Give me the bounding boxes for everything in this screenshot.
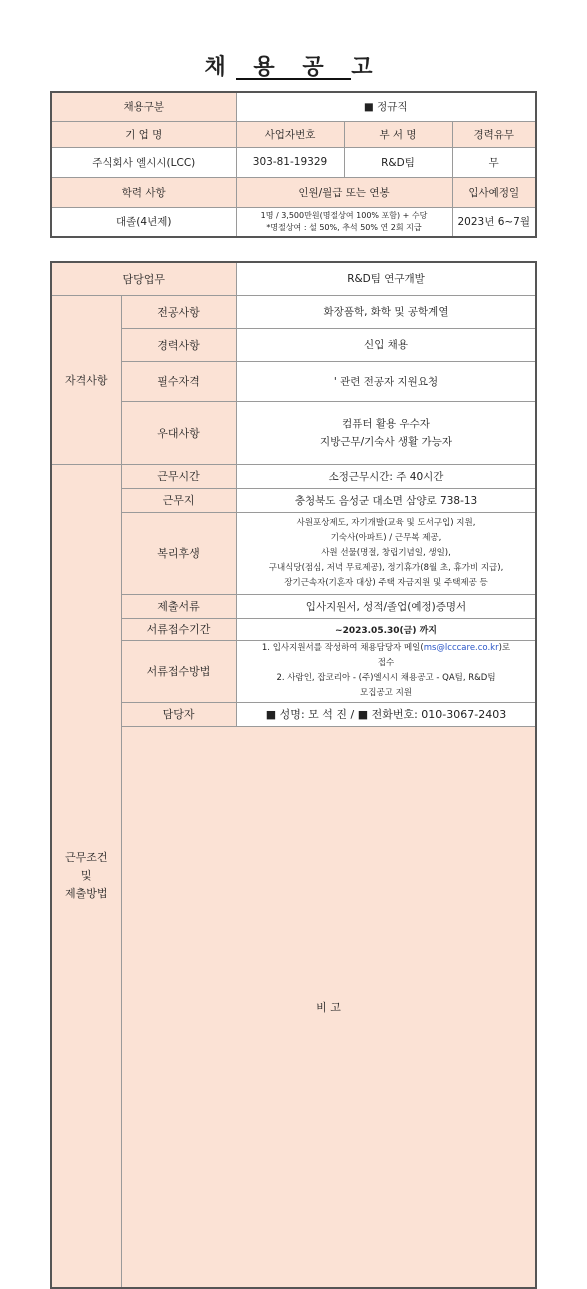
method-line-1-end: )로 <box>498 643 511 653</box>
welfare-line-1: 사원포상제도, 자기개발(교육 및 도서구입) 지원, <box>296 517 476 528</box>
hours-value: 소정근무시간: 주 40시간 <box>236 464 536 488</box>
major-label: 전공사항 <box>121 295 236 328</box>
page-title: 채 용 공 고 <box>204 55 383 80</box>
type-value: ■ 정규직 <box>236 92 536 121</box>
type-label: 채용구분 <box>51 92 236 121</box>
preferred-line-2: 지방근무/기숙사 생활 가능자 <box>320 435 452 448</box>
hours-label: 근무시간 <box>121 464 236 488</box>
title-underline <box>236 78 351 80</box>
conditions-label-1: 근무조건 <box>64 850 108 864</box>
dept-name: R&D팀 <box>344 147 452 177</box>
method-line-3: 2. 사람인, 잡코리아 - (주)엘시시 채용공고 - QA팀, R&D팀 <box>276 673 496 683</box>
welfare-line-5: 장기근속자(기혼자 대상) 주택 자금지원 및 주택제공 등 <box>284 577 488 588</box>
salary-line-1: 1명 / 3,500만원(명절상여 100% 포함) + 수당 <box>260 210 428 220</box>
welfare-line-3: 사원 선물(명절, 창립기념일, 생일), <box>321 547 451 558</box>
method-value <box>236 640 536 702</box>
documents-value: 입사지원서, 성적/졸업(예정)증명서 <box>236 594 536 618</box>
career-value: 무 <box>452 147 536 177</box>
header-education: 학력 사항 <box>51 177 236 207</box>
duty-value: R&D팀 연구개발 <box>236 262 536 295</box>
company-name: 주식회사 엘시시(LCC) <box>51 147 236 177</box>
header-company: 기 업 명 <box>51 121 236 147</box>
biz-no: 303-81-19329 <box>236 147 344 177</box>
duty-label: 담당업무 <box>51 262 236 295</box>
preferred-line-1: 컴퓨터 활용 우수자 <box>342 417 430 430</box>
experience-label: 경력사항 <box>121 328 236 361</box>
period-value: ~2023.05.30(금) 까지 <box>236 618 536 640</box>
note-label: 비 고 <box>121 726 536 1288</box>
experience-value: 신입 채용 <box>236 328 536 361</box>
contact-value: ■ 성명: 모 석 진 / ■ 전화번호: 010-3067-2403 <box>236 702 536 726</box>
header-salary: 인원/월급 또는 연봉 <box>236 177 452 207</box>
contact-label: 담당자 <box>121 702 236 726</box>
header-start-date: 입사예정일 <box>452 177 536 207</box>
major-value: 화장품학, 화학 및 공학계열 <box>236 295 536 328</box>
conditions-label-2: 및 <box>80 868 92 882</box>
welfare-label: 복리후생 <box>121 512 236 594</box>
method-line-4: 모집공고 지원 <box>360 688 412 698</box>
required-value: ' 관련 전공자 지원요청 <box>236 361 536 401</box>
method-line-2: 접수 <box>377 658 395 668</box>
method-label: 서류접수방법 <box>121 640 236 702</box>
recruit-detail-table <box>50 261 537 1289</box>
salary-value <box>236 207 452 237</box>
header-biz-no: 사업자번호 <box>236 121 344 147</box>
welfare-line-2: 기숙사(아파트) / 근무복 제공, <box>330 532 442 543</box>
preferred-value <box>236 401 536 464</box>
method-line-1 <box>239 641 534 656</box>
qualification-group-label: 자격사항 <box>51 295 121 464</box>
start-date-value: 2023년 6~7월 <box>452 207 536 237</box>
workplace-value: 충청북도 음성군 대소면 삼양로 738-13 <box>236 488 536 512</box>
period-label: 서류접수기간 <box>121 618 236 640</box>
recruit-summary-table <box>50 91 537 238</box>
preferred-label: 우대사항 <box>121 401 236 464</box>
documents-label: 제출서류 <box>121 594 236 618</box>
workplace-label: 근무지 <box>121 488 236 512</box>
header-career: 경력유무 <box>452 121 536 147</box>
welfare-line-4: 구내식당(점심, 저녁 무료제공), 정기휴가(8월 초, 휴가비 지급), <box>268 562 504 573</box>
required-label: 필수자격 <box>121 361 236 401</box>
recruiter-email-link[interactable]: ms@lcccare.co.kr <box>423 643 499 653</box>
welfare-value <box>236 512 536 594</box>
education-value: 대졸(4년제) <box>51 207 236 237</box>
conditions-group-label <box>51 464 121 1288</box>
method-line-1-start: 1. 입사지원서를 작성하여 채용담당자 메일( <box>261 643 424 653</box>
conditions-label-3: 제출방법 <box>64 886 108 900</box>
header-dept: 부 서 명 <box>344 121 452 147</box>
salary-line-2: *명절상여 : 설 50%, 추석 50% 연 2회 지급 <box>266 222 422 232</box>
